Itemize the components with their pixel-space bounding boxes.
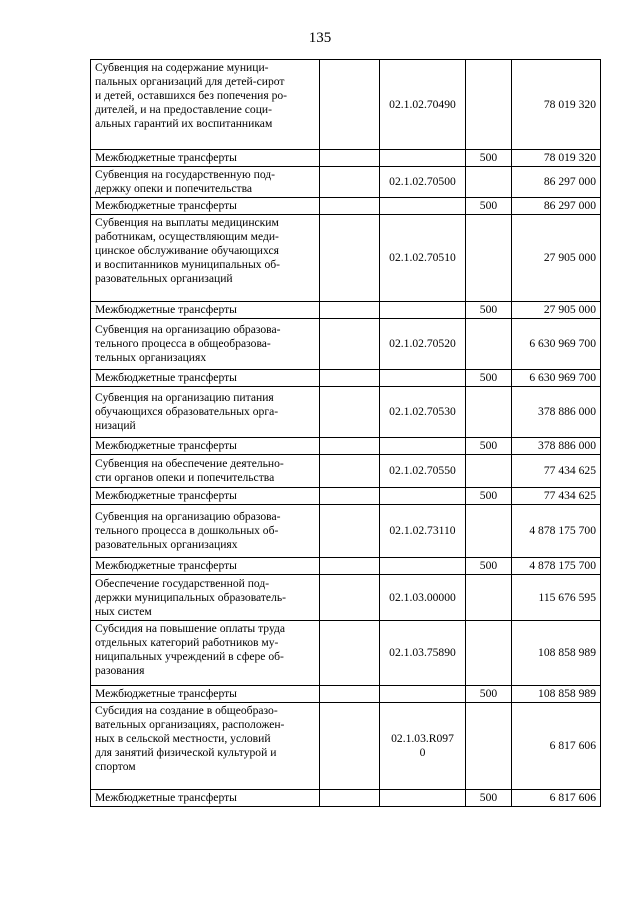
row-expense-type: [466, 387, 512, 438]
row-code: [380, 302, 466, 319]
budget-table-body: [91, 60, 601, 807]
row-name: Межбюджетные трансферты: [91, 790, 320, 807]
page-number: 135: [308, 30, 332, 46]
table-row: [91, 167, 601, 198]
row-expense-type: [466, 455, 512, 488]
table-row: [91, 575, 601, 621]
table-row: [91, 558, 601, 575]
table-row: [91, 215, 601, 302]
row-amount: 115 676 595: [512, 575, 601, 621]
row-amount: 77 434 625: [512, 455, 601, 488]
row-spacer: [320, 686, 380, 703]
row-name: Субвенция на организацию образова- тельного процесса в общеобразова- тельных организациях: [91, 319, 320, 370]
row-code: 02.1.02.70530: [380, 387, 466, 438]
row-code: [380, 790, 466, 807]
row-expense-type: 500: [466, 150, 512, 167]
row-spacer: [320, 302, 380, 319]
row-spacer: [320, 703, 380, 790]
row-code: 02.1.02.73110: [380, 505, 466, 558]
row-name: Субсидия на повышение оплаты труда отдельных категорий работников му- ниципальных учреждений в сфере об- разования: [91, 621, 320, 686]
row-code: 02.1.02.70500: [380, 167, 466, 198]
table-row: [91, 790, 601, 807]
row-spacer: [320, 455, 380, 488]
budget-table: [90, 59, 601, 807]
table-row: [91, 686, 601, 703]
row-amount: 78 019 320: [512, 150, 601, 167]
table-row: [91, 387, 601, 438]
row-name: Межбюджетные трансферты: [91, 686, 320, 703]
row-spacer: [320, 438, 380, 455]
row-expense-type: 500: [466, 558, 512, 575]
row-spacer: [320, 319, 380, 370]
row-spacer: [320, 387, 380, 438]
table-row: [91, 703, 601, 790]
row-amount: 6 817 606: [512, 790, 601, 807]
row-amount: 378 886 000: [512, 387, 601, 438]
table-row: [91, 319, 601, 370]
row-name: Межбюджетные трансферты: [91, 198, 320, 215]
row-spacer: [320, 150, 380, 167]
table-row: [91, 370, 601, 387]
table-row: [91, 302, 601, 319]
row-expense-type: [466, 703, 512, 790]
table-row: [91, 438, 601, 455]
row-spacer: [320, 790, 380, 807]
row-code: [380, 150, 466, 167]
row-name: Субвенция на организацию питания обучающихся образовательных орга- низаций: [91, 387, 320, 438]
row-name: Межбюджетные трансферты: [91, 150, 320, 167]
row-expense-type: 500: [466, 198, 512, 215]
row-amount: 27 905 000: [512, 302, 601, 319]
table-row: [91, 505, 601, 558]
row-expense-type: [466, 319, 512, 370]
row-expense-type: [466, 60, 512, 150]
row-code: 02.1.02.70490: [380, 60, 466, 150]
row-spacer: [320, 558, 380, 575]
row-spacer: [320, 60, 380, 150]
row-amount: 6 630 969 700: [512, 370, 601, 387]
row-spacer: [320, 167, 380, 198]
row-amount: 6 630 969 700: [512, 319, 601, 370]
row-code: 02.1.02.70550: [380, 455, 466, 488]
row-code: [380, 198, 466, 215]
row-spacer: [320, 488, 380, 505]
row-code: [380, 686, 466, 703]
row-spacer: [320, 505, 380, 558]
row-amount: 6 817 606: [512, 703, 601, 790]
row-expense-type: [466, 215, 512, 302]
table-row: [91, 621, 601, 686]
row-name: Обеспечение государственной под- держки муниципальных образователь- ных систем: [91, 575, 320, 621]
row-amount: 77 434 625: [512, 488, 601, 505]
row-amount: 108 858 989: [512, 621, 601, 686]
row-name: Межбюджетные трансферты: [91, 302, 320, 319]
row-name: Субвенция на государственную под- держку опеки и попечительства: [91, 167, 320, 198]
row-spacer: [320, 621, 380, 686]
row-amount: 108 858 989: [512, 686, 601, 703]
row-amount: 86 297 000: [512, 198, 601, 215]
row-name: Субвенция на выплаты медицинским работникам, осуществляющим меди- цинское обслуживание обучающихся и воспитанников муниципальных об- разовательных организаций: [91, 215, 320, 302]
row-code: 02.1.03.R097 0: [380, 703, 466, 790]
row-code: [380, 558, 466, 575]
row-expense-type: 500: [466, 686, 512, 703]
row-expense-type: [466, 505, 512, 558]
row-expense-type: [466, 621, 512, 686]
row-code: [380, 488, 466, 505]
row-expense-type: [466, 575, 512, 621]
row-code: 02.1.02.70520: [380, 319, 466, 370]
row-expense-type: 500: [466, 488, 512, 505]
table-row: [91, 150, 601, 167]
row-name: Межбюджетные трансферты: [91, 488, 320, 505]
table-row: [91, 198, 601, 215]
row-expense-type: 500: [466, 302, 512, 319]
row-code: 02.1.03.00000: [380, 575, 466, 621]
row-code: 02.1.03.75890: [380, 621, 466, 686]
row-name: Межбюджетные трансферты: [91, 558, 320, 575]
row-name: Субвенция на организацию образова- тельного процесса в дошкольных об- разовательных организациях: [91, 505, 320, 558]
row-spacer: [320, 575, 380, 621]
row-name: Межбюджетные трансферты: [91, 370, 320, 387]
row-amount: 86 297 000: [512, 167, 601, 198]
row-name: Субсидия на создание в общеобразо- вательных организациях, расположен- ных в сельской местности, условий для занятий физической культурой и спортом: [91, 703, 320, 790]
row-amount: 378 886 000: [512, 438, 601, 455]
row-name: Субвенция на содержание муници- пальных организаций для детей-сирот и детей, оставшихся без попечения ро- дителей, и на предоставление соци- альных гарантий их воспитанникам: [91, 60, 320, 150]
row-expense-type: 500: [466, 438, 512, 455]
row-spacer: [320, 370, 380, 387]
row-spacer: [320, 198, 380, 215]
row-amount: 4 878 175 700: [512, 505, 601, 558]
table-row: [91, 455, 601, 488]
row-code: 02.1.02.70510: [380, 215, 466, 302]
row-amount: 27 905 000: [512, 215, 601, 302]
row-code: [380, 438, 466, 455]
row-amount: 78 019 320: [512, 60, 601, 150]
row-spacer: [320, 215, 380, 302]
row-expense-type: 500: [466, 790, 512, 807]
row-expense-type: [466, 167, 512, 198]
row-name: Субвенция на обеспечение деятельно- сти органов опеки и попечительства: [91, 455, 320, 488]
row-code: [380, 370, 466, 387]
table-row: [91, 488, 601, 505]
row-amount: 4 878 175 700: [512, 558, 601, 575]
row-expense-type: 500: [466, 370, 512, 387]
table-row: [91, 60, 601, 150]
row-name: Межбюджетные трансферты: [91, 438, 320, 455]
